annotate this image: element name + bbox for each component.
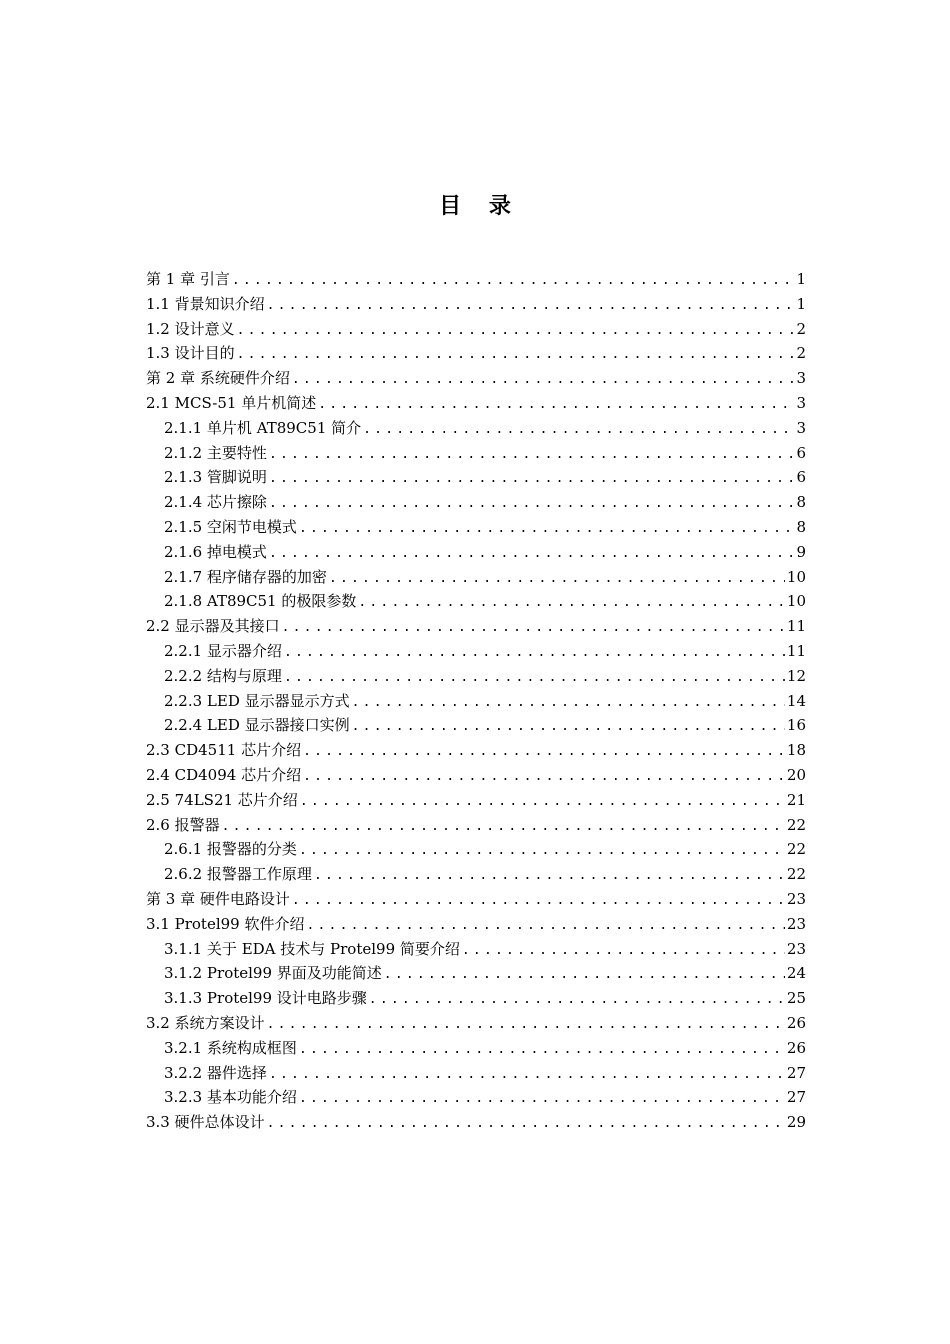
toc-leader-dots bbox=[282, 616, 785, 641]
toc-entry-label: 2.1.3 管脚说明 bbox=[164, 468, 267, 487]
toc-entry[interactable] bbox=[146, 465, 806, 490]
toc-entry-page-number: 27 bbox=[786, 1063, 806, 1082]
toc-entry-page-number: 26 bbox=[786, 1013, 806, 1032]
toc-entry-label: 2.4 CD4094 芯片介绍 bbox=[146, 765, 302, 784]
toc-entry-page-number: 23 bbox=[786, 889, 806, 908]
toc-entry-label: 2.6.1 报警器的分类 bbox=[164, 840, 297, 859]
toc-entry[interactable] bbox=[146, 515, 806, 540]
toc-leader-dots bbox=[267, 1112, 785, 1137]
toc-entry[interactable] bbox=[146, 416, 806, 441]
toc-entry[interactable] bbox=[146, 639, 806, 664]
toc-entry-page-number: 6 bbox=[796, 443, 806, 462]
toc-entry-page-number: 25 bbox=[786, 989, 806, 1008]
toc-entry-page-number: 1 bbox=[796, 270, 806, 288]
toc-entry-page-number: 11 bbox=[786, 617, 806, 636]
toc-leader-dots bbox=[352, 691, 785, 716]
toc-entry-page-number: 24 bbox=[786, 964, 806, 983]
toc-entry-label: 2.1.4 芯片擦除 bbox=[164, 493, 267, 512]
toc-entry[interactable] bbox=[146, 887, 806, 912]
toc-leader-dots bbox=[384, 963, 785, 988]
toc-entry[interactable] bbox=[146, 862, 806, 887]
toc-leader-dots bbox=[358, 591, 785, 616]
toc-entry[interactable] bbox=[146, 341, 806, 366]
toc-entry-label: 1.1 背景知识介绍 bbox=[146, 294, 265, 313]
toc-entry-label: 3.1 Protel99 软件介绍 bbox=[146, 914, 305, 933]
toc-entry-label: 2.5 74LS21 芯片介绍 bbox=[146, 790, 298, 809]
toc-entry-page-number: 10 bbox=[786, 592, 806, 611]
toc-entry-label: 2.1.7 程序储存器的加密 bbox=[164, 567, 327, 586]
toc-leader-dots bbox=[363, 418, 794, 443]
toc-entry-page-number: 3 bbox=[796, 369, 806, 388]
toc-entry-label: 3.1.2 Protel99 界面及功能简述 bbox=[164, 964, 382, 983]
toc-leader-dots bbox=[314, 864, 785, 889]
toc-leader-dots bbox=[269, 467, 795, 492]
toc-entry[interactable] bbox=[146, 292, 806, 317]
toc-entry-label: 2.6 报警器 bbox=[146, 815, 220, 834]
toc-entry[interactable] bbox=[146, 912, 806, 937]
toc-entry-label: 2.6.2 报警器工作原理 bbox=[164, 865, 312, 884]
toc-leader-dots bbox=[300, 790, 785, 815]
toc-entry-label: 第 1 章 引言 bbox=[146, 270, 230, 288]
page-title: 目 录 bbox=[439, 194, 521, 219]
toc-entry-label: 第 2 章 系统硬件介绍 bbox=[146, 369, 290, 388]
toc-entry-label: 2.1.1 单片机 AT89C51 简介 bbox=[164, 418, 362, 437]
toc-leader-dots bbox=[267, 1013, 785, 1038]
toc-leader-dots bbox=[232, 269, 795, 294]
toc-entry-page-number: 12 bbox=[786, 666, 806, 685]
toc-entry-label: 2.1.8 AT89C51 的极限参数 bbox=[164, 592, 357, 611]
toc-entry-label: 2.1.2 主要特性 bbox=[164, 443, 267, 462]
toc-leader-dots bbox=[299, 1038, 785, 1063]
toc-entry-page-number: 6 bbox=[796, 468, 806, 487]
toc-entry[interactable] bbox=[146, 813, 806, 838]
toc-leader-dots bbox=[352, 715, 785, 740]
toc-entry-label: 第 3 章 硬件电路设计 bbox=[146, 889, 290, 908]
toc-entry-page-number: 9 bbox=[796, 542, 806, 561]
toc-leader-dots bbox=[237, 343, 795, 368]
toc-leader-dots bbox=[269, 492, 795, 517]
toc-leader-dots bbox=[462, 939, 785, 964]
toc-entry-page-number: 3 bbox=[796, 393, 806, 412]
toc-entry-page-number: 20 bbox=[786, 765, 806, 784]
toc-entry[interactable] bbox=[146, 937, 806, 962]
toc-entry[interactable] bbox=[146, 1110, 806, 1135]
toc-entry-label: 3.2.2 器件选择 bbox=[164, 1063, 267, 1082]
toc-entry-label: 2.2.1 显示器介绍 bbox=[164, 641, 282, 660]
toc-leader-dots bbox=[269, 1063, 785, 1088]
toc-entry[interactable] bbox=[146, 1061, 806, 1086]
toc-entry-page-number: 2 bbox=[796, 319, 806, 338]
toc-leader-dots bbox=[303, 740, 785, 765]
toc-leader-dots bbox=[329, 567, 785, 592]
toc-entry-label: 3.3 硬件总体设计 bbox=[146, 1113, 265, 1132]
toc-entry-label: 3.2 系统方案设计 bbox=[146, 1013, 265, 1032]
toc-leader-dots bbox=[292, 889, 785, 914]
toc-entry[interactable] bbox=[146, 788, 806, 813]
toc-entry[interactable] bbox=[146, 267, 806, 292]
toc-entry-page-number: 1 bbox=[796, 294, 806, 313]
toc-entry-page-number: 22 bbox=[786, 865, 806, 884]
toc-entry[interactable] bbox=[146, 391, 806, 416]
toc-entry[interactable] bbox=[146, 1036, 806, 1061]
toc-entry[interactable] bbox=[146, 664, 806, 689]
toc-entry[interactable] bbox=[146, 961, 806, 986]
toc-entry-label: 2.1.5 空闲节电模式 bbox=[164, 517, 297, 536]
toc-leader-dots bbox=[318, 393, 794, 418]
toc-leader-dots bbox=[222, 815, 785, 840]
toc-entry-label: 2.1.6 掉电模式 bbox=[164, 542, 267, 561]
toc-entry[interactable] bbox=[146, 1011, 806, 1036]
toc-entry-page-number: 8 bbox=[796, 493, 806, 512]
toc-entry[interactable] bbox=[146, 986, 806, 1011]
toc-entry[interactable] bbox=[146, 738, 806, 763]
toc-leader-dots bbox=[306, 914, 784, 939]
toc-entry-label: 2.2.2 结构与原理 bbox=[164, 666, 282, 685]
toc-entry-page-number: 8 bbox=[796, 517, 806, 536]
toc-entry-page-number: 26 bbox=[786, 1038, 806, 1057]
toc-entry[interactable] bbox=[146, 441, 806, 466]
toc-leader-dots bbox=[284, 641, 785, 666]
toc-entry-label: 2.2.4 LED 显示器接口实例 bbox=[164, 716, 350, 735]
table-of-contents bbox=[146, 267, 806, 1135]
toc-entry[interactable] bbox=[146, 763, 806, 788]
toc-entry[interactable] bbox=[146, 614, 806, 639]
toc-leader-dots bbox=[237, 319, 795, 344]
toc-leader-dots bbox=[292, 368, 795, 393]
toc-entry-label: 1.2 设计意义 bbox=[146, 319, 235, 338]
toc-entry-page-number: 22 bbox=[786, 840, 806, 859]
toc-leader-dots bbox=[269, 542, 795, 567]
toc-entry-page-number: 16 bbox=[786, 716, 806, 735]
toc-entry-label: 2.2.3 LED 显示器显示方式 bbox=[164, 691, 350, 710]
toc-entry-label: 3.2.1 系统构成框图 bbox=[164, 1038, 297, 1057]
toc-leader-dots bbox=[269, 443, 795, 468]
toc-entry-page-number: 22 bbox=[786, 815, 806, 834]
toc-entry-page-number: 2 bbox=[796, 344, 806, 363]
toc-entry-page-number: 23 bbox=[786, 914, 806, 933]
toc-entry[interactable] bbox=[146, 713, 806, 738]
toc-leader-dots bbox=[299, 517, 795, 542]
toc-entry[interactable] bbox=[146, 565, 806, 590]
toc-entry-label: 3.2.3 基本功能介绍 bbox=[164, 1088, 297, 1107]
toc-entry[interactable] bbox=[146, 1085, 806, 1110]
toc-entry[interactable] bbox=[146, 540, 806, 565]
toc-entry-page-number: 29 bbox=[786, 1113, 806, 1132]
toc-leader-dots bbox=[303, 765, 785, 790]
toc-entry-label: 2.1 MCS-51 单片机简述 bbox=[146, 393, 317, 412]
toc-entry-label: 1.3 设计目的 bbox=[146, 344, 235, 363]
toc-entry-page-number: 10 bbox=[786, 567, 806, 586]
toc-entry-page-number: 18 bbox=[786, 741, 806, 760]
toc-entry-page-number: 14 bbox=[786, 691, 806, 710]
toc-entry-label: 2.2 显示器及其接口 bbox=[146, 617, 280, 636]
toc-entry-page-number: 27 bbox=[786, 1088, 806, 1107]
toc-entry-label: 3.1.3 Protel99 设计电路步骤 bbox=[164, 989, 367, 1008]
toc-entry[interactable] bbox=[146, 317, 806, 342]
toc-leader-dots bbox=[369, 988, 785, 1013]
toc-entry[interactable] bbox=[146, 837, 806, 862]
toc-entry[interactable] bbox=[146, 689, 806, 714]
toc-entry-page-number: 21 bbox=[786, 790, 806, 809]
toc-leader-dots bbox=[299, 839, 785, 864]
toc-entry-page-number: 23 bbox=[786, 939, 806, 958]
toc-entry-page-number: 11 bbox=[786, 641, 806, 660]
toc-entry-page-number: 3 bbox=[796, 418, 806, 437]
toc-entry[interactable] bbox=[146, 366, 806, 391]
toc-leader-dots bbox=[299, 1087, 785, 1112]
toc-leader-dots bbox=[267, 294, 795, 319]
toc-entry[interactable] bbox=[146, 490, 806, 515]
toc-entry-label: 2.3 CD4511 芯片介绍 bbox=[146, 741, 302, 760]
toc-leader-dots bbox=[284, 666, 785, 691]
toc-entry-label: 3.1.1 关于 EDA 技术与 Protel99 简要介绍 bbox=[164, 939, 460, 958]
toc-entry[interactable] bbox=[146, 589, 806, 614]
